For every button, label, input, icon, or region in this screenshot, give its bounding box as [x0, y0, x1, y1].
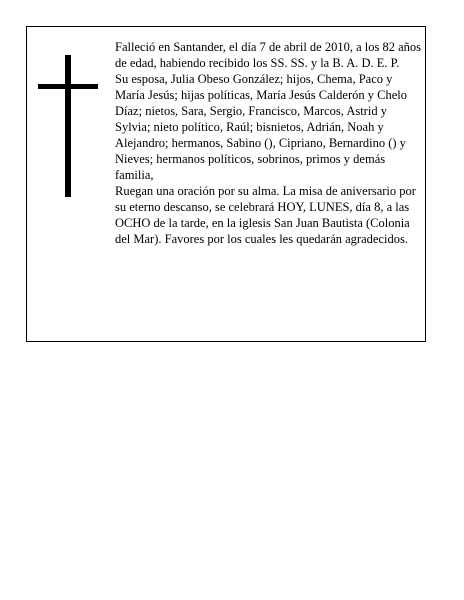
cross-vertical-bar [65, 55, 71, 197]
obituary-text [115, 39, 421, 247]
cross-horizontal-bar [38, 84, 98, 89]
family-paragraph: Su esposa, Julia Obeso González; hijos, Chema, Paco y María Jesús; hijas políticas, María Jesús Calderón y Chelo Díaz; nietos, Sara, Sergio, Francisco, Marcos, Astrid y Sylvia; nieto político, Raúl; bisnietos, Adrián, Noah y Alejandro; hermanos, Sabino (), Cipriano, Bernardino () y Nieves; hermanos políticos, sobrinos, primos y demás familia, [115, 72, 407, 182]
death-announcement-paragraph: Falleció en Santander, el día 7 de abril de 2010, a los 82 años de edad, habiendo recibido los SS. SS. y la B. A. D. E. P. [115, 40, 422, 70]
mass-paragraph: Ruegan una oración por su alma. La misa de aniversario por su eterno descanso, se celebrará HOY, LUNES, día 8, a las OCHO de la tarde, en la iglesis San Juan Bautista (Colonia del Mar). Favores por los cuales les quedarán agradecidos. [115, 184, 416, 246]
